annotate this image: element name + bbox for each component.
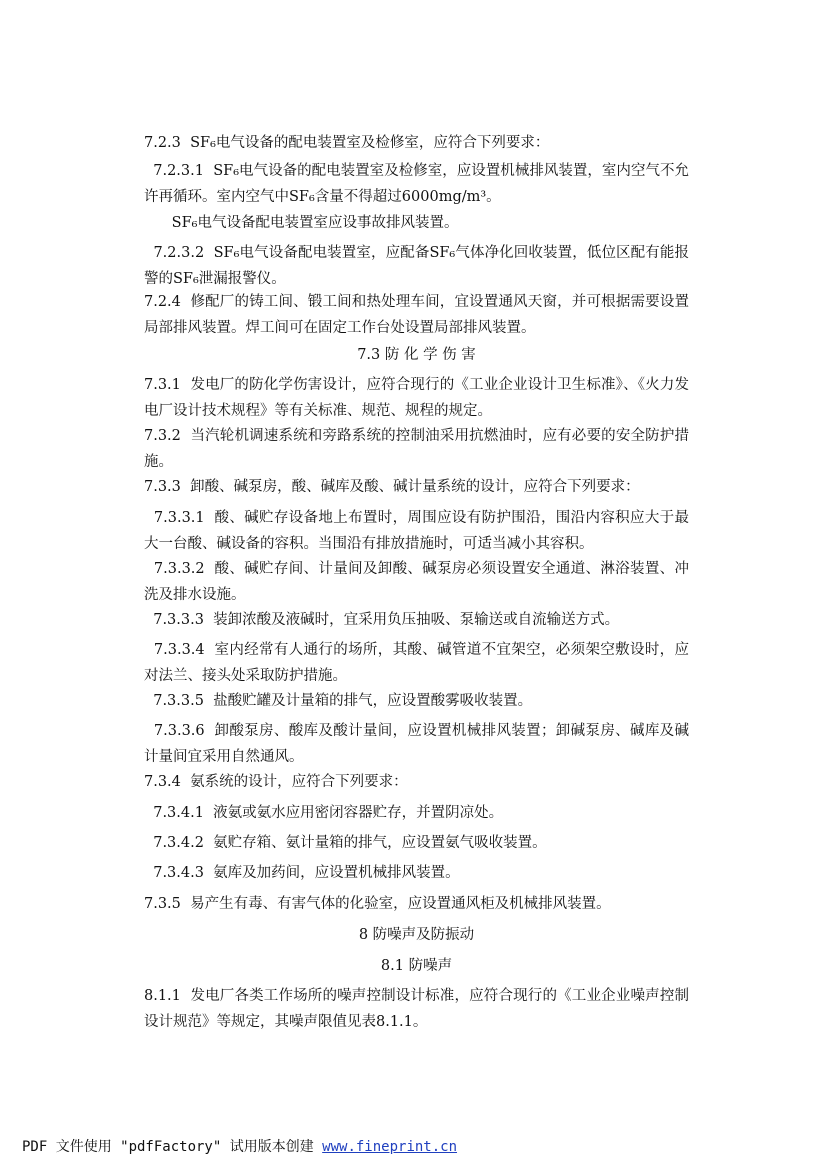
clause-7-2-3-2: 7.2.3.2 SF₆电气设备配电装置室，应配备SF₆气体净化回收装置，低位区配有能报警的SF₆泄漏报警仪。 bbox=[144, 245, 689, 287]
clause-7-3-3-5: 7.3.3.5 盐酸贮罐及计量箱的排气，应设置酸雾吸收装置。 bbox=[144, 693, 533, 709]
clause-7-3-3-4: 7.3.3.4 室内经常有人通行的场所，其酸、碱管道不宜架空，必须架空敷设时，应对法兰、接头处采取防护措施。 bbox=[144, 642, 690, 684]
clause-7-3-4-2: 7.3.4.2 氨贮存箱、氨计量箱的排气，应设置氨气吸收装置。 bbox=[144, 835, 547, 851]
clause-7-3-3-3: 7.3.3.3 装卸浓酸及液碱时，宜采用负压抽吸、泵输送或自流输送方式。 bbox=[144, 612, 620, 628]
section-heading-8-1: 8.1 防噪声 bbox=[380, 958, 453, 974]
clause-7-2-4: 7.2.4 修配厂的铸工间、锻工间和热处理车间，宜设置通风天窗，并可根据需要设置局部排风装置。焊工间可在固定工作台处设置局部排风装置。 bbox=[144, 294, 689, 336]
chapter-heading-8: 8 防噪声及防振动 bbox=[358, 927, 475, 943]
clause-7-2-3-1: 7.2.3.1 SF₆电气设备的配电装置室及检修室，应设置机械排风装置，室内空气不允许再循环。室内空气中SF₆含量不得超过6000mg/m³。 bbox=[144, 163, 689, 205]
clause-7-3-3-2: 7.3.3.2 酸、碱贮存间、计量间及卸酸、碱泵房必须设置安全通道、淋浴装置、冲洗及排水设施。 bbox=[144, 561, 690, 603]
clause-7-3-2: 7.3.2 当汽轮机调速系统和旁路系统的控制油采用抗燃油时，应有必要的安全防护措施。 bbox=[144, 428, 689, 470]
clause-7-3-1: 7.3.1 发电厂的防化学伤害设计，应符合现行的《工业企业设计卫生标准》、《火力发电厂设计技术规程》等有关标准、规范、规程的规定。 bbox=[144, 377, 689, 419]
clause-7-3-4: 7.3.4 氨系统的设计，应符合下列要求： bbox=[144, 774, 408, 790]
footer-text: PDF 文件使用 "pdfFactory" 试用版本创建 bbox=[22, 1139, 323, 1155]
footer-link[interactable]: www.fineprint.cn bbox=[322, 1139, 458, 1155]
clause-7-3-3: 7.3.3 卸酸、碱泵房，酸、碱库及酸、碱计量系统的设计，应符合下列要求： bbox=[144, 479, 640, 495]
clause-7-3-4-1: 7.3.4.1 液氨或氨水应用密闭容器贮存，并置阴凉处。 bbox=[144, 805, 504, 821]
clause-7-2-3-1-note: SF₆电气设备配电装置室应设事故排风装置。 bbox=[144, 215, 459, 231]
clause-7-3-3-6: 7.3.3.6 卸酸泵房、酸库及酸计量间，应设置机械排风装置；卸碱泵房、碱库及碱计量间宜采用自然通风。 bbox=[144, 723, 690, 765]
pdf-footer bbox=[22, 1138, 457, 1156]
clause-7-2-3: 7.2.3 SF₆电气设备的配电装置室及检修室，应符合下列要求： bbox=[144, 135, 550, 151]
clause-8-1-1: 8.1.1 发电厂各类工作场所的噪声控制设计标准，应符合现行的《工业企业噪声控制设计规范》等规定，其噪声限值见表8.1.1。 bbox=[144, 988, 689, 1030]
clause-7-3-5: 7.3.5 易产生有毒、有害气体的化验室，应设置通风柜及机械排风装置。 bbox=[144, 896, 611, 912]
clause-7-3-3-1: 7.3.3.1 酸、碱贮存设备地上布置时，周围应设有防护围沿，围沿内容积应大于最大一台酸、碱设备的容积。当围沿有排放措施时，可适当减小其容积。 bbox=[144, 510, 690, 552]
section-heading-7-3: 7.3 防 化 学 伤 害 bbox=[357, 347, 476, 363]
clause-7-3-4-3: 7.3.4.3 氨库及加药间，应设置机械排风装置。 bbox=[144, 865, 460, 881]
